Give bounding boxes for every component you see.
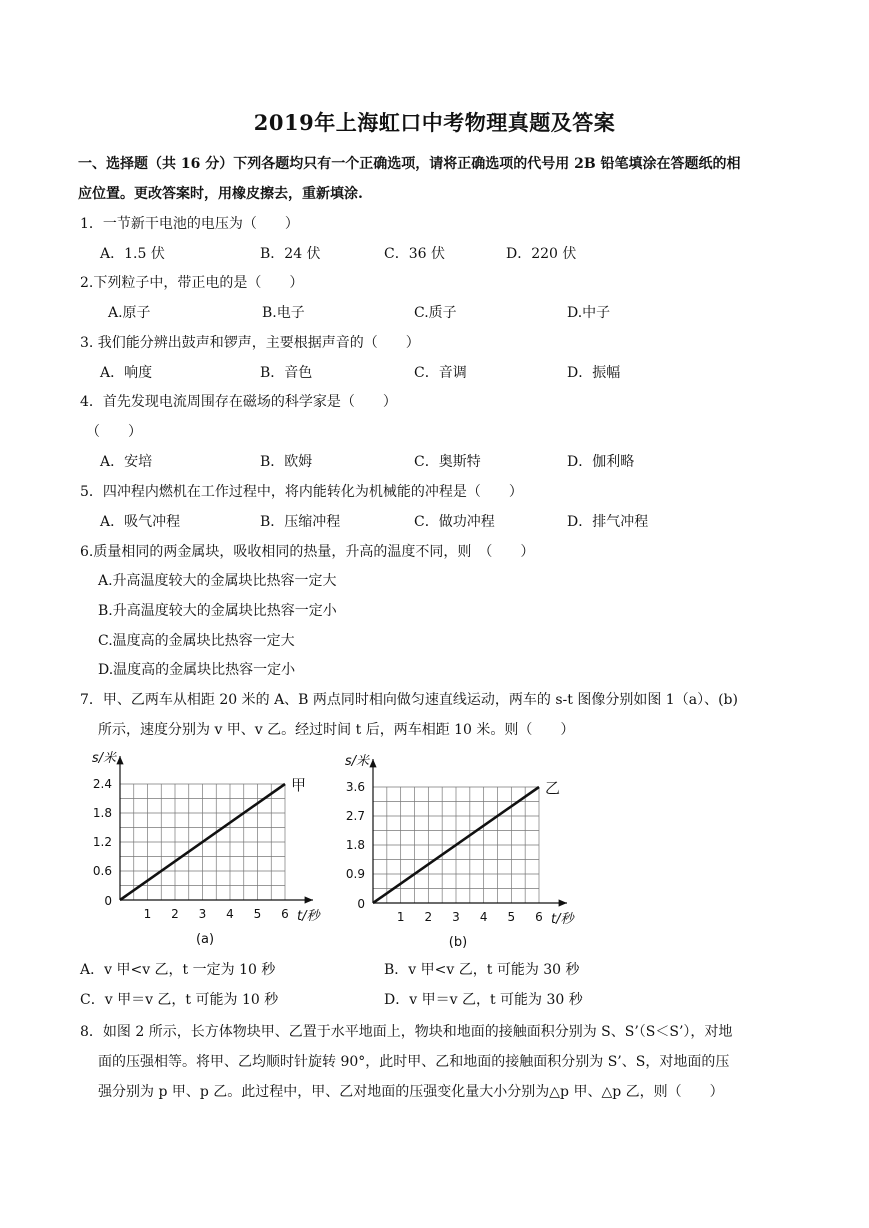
- question-6-option-b: B.升高温度较大的金属块比热容一定小: [98, 603, 337, 619]
- x-tick-label: 5: [507, 910, 516, 924]
- x-tick-label: 3: [452, 910, 460, 924]
- x-axis-label: t/秒: [297, 909, 320, 924]
- x-tick-label: 3: [198, 907, 207, 921]
- figure-caption: (b): [448, 935, 468, 950]
- question-3-option-b: B．音色: [260, 365, 313, 381]
- question-4-option-d: D．伽利略: [567, 454, 635, 470]
- y-tick-label: 0: [357, 897, 365, 911]
- x-axis-label: t/秒: [551, 912, 574, 927]
- question-2-option-a: A.原子: [108, 305, 151, 321]
- question-2-option-d: D.中子: [567, 305, 611, 321]
- question-5-option-c: C．做功冲程: [414, 514, 495, 530]
- y-tick-label: 1.8: [345, 838, 365, 852]
- series-name-label: 乙: [545, 779, 561, 797]
- question-5-option-b: B．压缩冲程: [260, 514, 341, 530]
- y-tick-label: 0: [104, 894, 112, 908]
- question-6-option-c: C.温度高的金属块比热容一定大: [98, 633, 295, 649]
- question-3-option-d: D．振幅: [567, 365, 621, 381]
- x-tick-label: 6: [281, 907, 289, 921]
- question-7-option-c: C．v 甲＝v 乙，t 可能为 10 秒: [80, 992, 279, 1008]
- x-tick-label: 4: [479, 910, 488, 924]
- question-7-stem-line2: 所示，速度分别为 v 甲、v 乙。经过时间 t 后，两车相距 10 米。则（ ）: [98, 722, 575, 738]
- question-7-option-b: B．v 甲<v 乙，t 可能为 30 秒: [384, 962, 580, 978]
- question-8-stem-line2: 面的压强相等。将甲、乙均顺时针旋转 90°，此时甲、乙和地面的接触面积分别为 S’、S，对地面的压: [98, 1054, 730, 1070]
- y-tick-label: 1.8: [92, 806, 112, 820]
- page-title: 2019年上海虹口中考物理真题及答案: [253, 110, 616, 135]
- question-4-extra: （ ）: [86, 424, 142, 440]
- question-5-option-d: D．排气冲程: [567, 514, 649, 530]
- x-tick-label: 1: [143, 907, 152, 921]
- question-6-option-d: D.温度高的金属块比热容一定小: [98, 662, 296, 678]
- y-tick-label: 2.7: [345, 809, 365, 823]
- section-instruction-line2: 应位置。更改答案时，用橡皮擦去，重新填涂.: [78, 186, 363, 202]
- question-2-option-b: B.电子: [262, 305, 305, 321]
- question-1-option-a: A．1.5 伏: [100, 246, 165, 262]
- question-4-option-a: A．安培: [100, 454, 153, 470]
- question-1-option-c: C．36 伏: [384, 246, 445, 262]
- y-axis-label: s/米: [91, 751, 116, 766]
- graph-a: [92, 751, 323, 947]
- question-6-option-a: A.升高温度较大的金属块比热容一定大: [98, 573, 337, 589]
- series-name-label: 甲: [291, 776, 307, 794]
- question-3-stem: 3. 我们能分辨出鼓声和锣声，主要根据声音的（ ）: [80, 335, 420, 351]
- question-4-option-c: C．奥斯特: [414, 454, 481, 470]
- y-tick-label: 2.4: [92, 777, 112, 791]
- question-2-stem: 2.下列粒子中，带正电的是（ ）: [80, 275, 304, 291]
- question-7-option-d: D．v 甲＝v 乙，t 可能为 30 秒: [384, 992, 583, 1008]
- question-8-stem-line3: 强分别为 p 甲、p 乙。此过程中，甲、乙对地面的压强变化量大小分别为△p 甲、△p 乙，则（ ）: [98, 1084, 724, 1100]
- figure-caption: (a): [195, 932, 215, 947]
- x-tick-label: 5: [253, 907, 262, 921]
- question-1-stem: 1．一节新干电池的电压为（ ）: [80, 216, 299, 232]
- x-tick-label: 2: [424, 910, 433, 924]
- question-5-stem: 5．四冲程内燃机在工作过程中，将内能转化为机械能的冲程是（ ）: [80, 484, 523, 500]
- question-7-option-a: A．v 甲<v 乙，t 一定为 10 秒: [80, 962, 276, 978]
- x-tick-label: 6: [535, 910, 543, 924]
- question-6-stem: 6.质量相同的两金属块，吸收相同的热量，升高的温度不同，则 （ ）: [80, 544, 535, 560]
- question-4-stem: 4．首先发现电流周围存在磁场的科学家是（ ）: [80, 394, 397, 410]
- figure-1: [78, 745, 728, 950]
- question-1-option-b: B．24 伏: [260, 246, 321, 262]
- section-instruction-line1: 一、选择题（共 16 分）下列各题均只有一个正确选项，请将正确选项的代号用 2B 铅笔填涂在答题纸的相: [78, 156, 741, 172]
- y-tick-label: 3.6: [345, 780, 365, 794]
- y-tick-label: 1.2: [92, 835, 112, 849]
- x-tick-label: 4: [226, 907, 234, 921]
- x-tick-label: 1: [396, 910, 405, 924]
- question-5-option-a: A．吸气冲程: [100, 514, 181, 530]
- question-2-option-c: C.质子: [414, 305, 457, 321]
- question-3-option-a: A．响度: [100, 365, 153, 381]
- question-3-option-c: C．音调: [414, 365, 467, 381]
- x-tick-label: 2: [171, 907, 179, 921]
- y-axis-label: s/米: [344, 754, 369, 769]
- y-tick-label: 0.9: [345, 867, 365, 881]
- question-1-option-d: D．220 伏: [506, 246, 577, 262]
- question-4-option-b: B．欧姆: [260, 454, 313, 470]
- graph-b: [345, 754, 577, 950]
- y-tick-label: 0.6: [92, 864, 112, 878]
- question-7-stem-line1: 7．甲、乙两车从相距 20 米的 A、B 两点同时相向做匀速直线运动，两车的 s-t 图像分别如图 1（a）、(b): [80, 692, 738, 708]
- question-8-stem-line1: 8．如图 2 所示，长方体物块甲、乙置于水平地面上，物块和地面的接触面积分别为 S、S’（S＜S’），对地: [80, 1024, 733, 1040]
